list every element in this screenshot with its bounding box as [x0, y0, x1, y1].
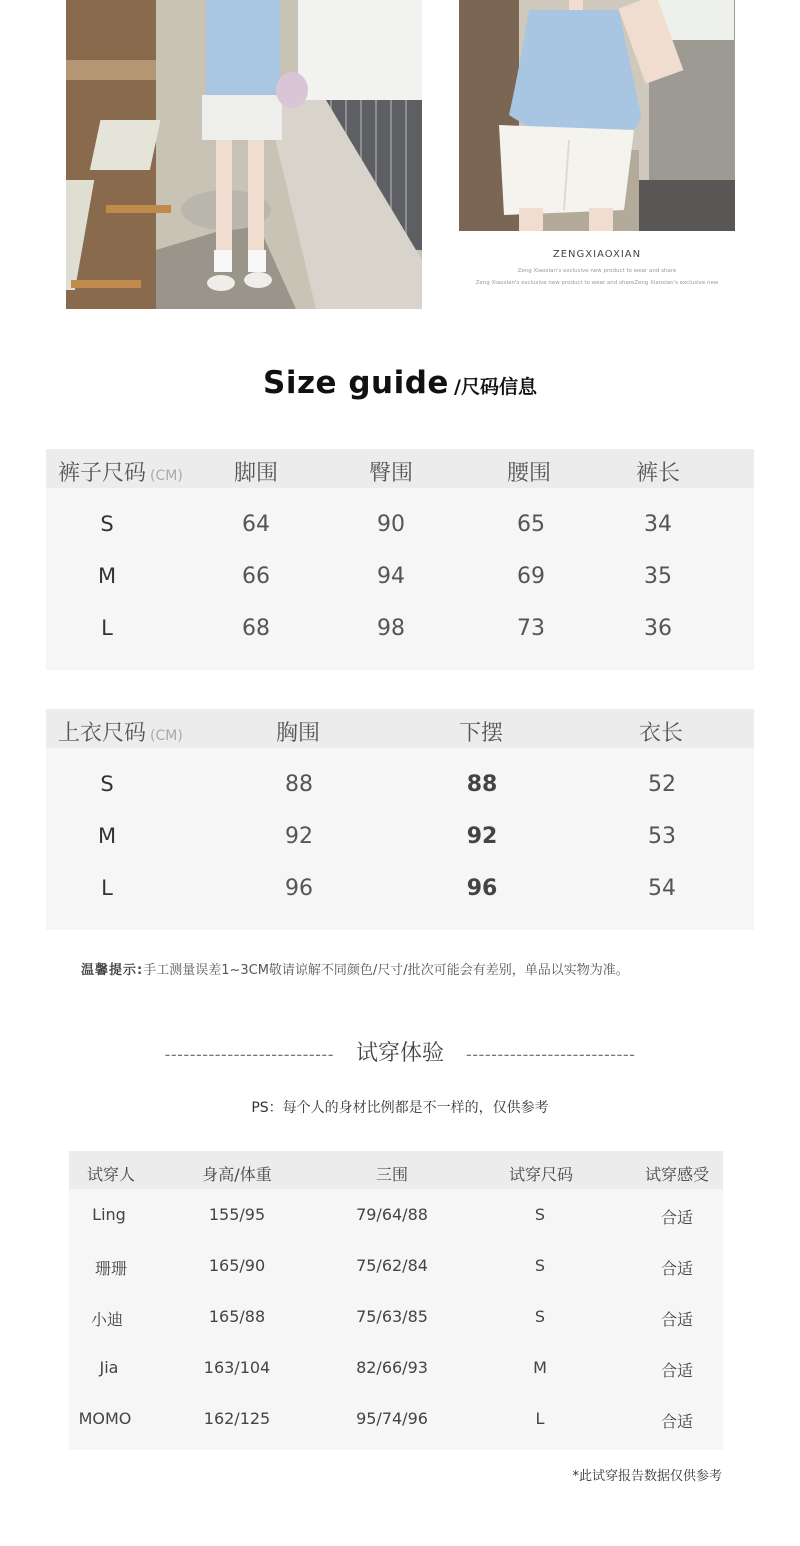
pants-table-title-text: 裤子尺码 [58, 461, 147, 486]
table-cell: 34 [644, 512, 672, 537]
brand-tagline-repeat: Zeng Xiaoxian's exclusive new product to wear and shareZeng Xiaoxian's exclusive new [475, 280, 719, 286]
table-cell: 68 [242, 616, 270, 641]
table-row [46, 758, 754, 810]
table-cell: S [534, 1307, 546, 1326]
heading-divider-right: --------------------------- [466, 1045, 636, 1064]
heading-divider-left: --------------------------- [164, 1045, 334, 1064]
product-photo-right [459, 0, 735, 231]
table-cell: 52 [648, 772, 676, 797]
tryon-table [69, 1151, 723, 1450]
table-cell: 75/63/85 [356, 1307, 428, 1326]
top-table-title-text: 上衣尺码 [58, 721, 147, 746]
table-cell: 82/66/93 [356, 1358, 428, 1377]
table-row [46, 810, 754, 862]
table-cell: 92 [466, 824, 498, 849]
size-guide-heading [0, 365, 800, 401]
tryon-footnote: *此试穿报告数据仅供参考 [572, 1469, 722, 1484]
table-row [69, 1393, 723, 1444]
table-cell: 155/95 [208, 1205, 266, 1224]
table-cell: L [535, 1409, 545, 1428]
size-label: S [100, 512, 114, 536]
table-cell: 75/62/84 [356, 1256, 428, 1275]
table-row [46, 550, 754, 602]
table-cell: 合适 [660, 1310, 694, 1329]
table-row [69, 1189, 723, 1240]
size-label: S [100, 772, 114, 796]
table-cell: 合适 [660, 1259, 694, 1278]
column-header: 脚围 [233, 461, 279, 486]
table-cell: 165/90 [208, 1256, 266, 1275]
size-label: M [97, 824, 117, 848]
table-cell: 98 [377, 616, 405, 641]
column-header: 试穿感受 [644, 1165, 710, 1184]
table-cell: 66 [242, 564, 270, 589]
table-cell: Jia [99, 1358, 119, 1377]
table-cell: S [534, 1256, 546, 1275]
table-cell: 162/125 [203, 1409, 271, 1428]
table-cell: 88 [466, 772, 498, 797]
table-cell: 合适 [660, 1412, 694, 1431]
pants-table-title [58, 456, 183, 487]
pants-size-table [46, 449, 754, 670]
column-header: 身高/体重 [202, 1165, 272, 1184]
table-cell: 珊珊 [94, 1259, 128, 1278]
column-header: 胸围 [275, 721, 321, 746]
table-row [46, 862, 754, 914]
tryon-title: 试穿体验 [355, 1041, 444, 1066]
column-header: 腰围 [506, 461, 552, 486]
table-cell: 90 [377, 512, 405, 537]
table-cell: 95/74/96 [356, 1409, 428, 1428]
table-cell: 79/64/88 [356, 1205, 428, 1224]
column-header: 裤长 [635, 461, 681, 486]
product-photo-left [66, 0, 422, 309]
table-cell: 94 [377, 564, 405, 589]
table-cell: 163/104 [203, 1358, 271, 1377]
table-cell: 96 [466, 876, 498, 901]
notice-text: 手工测量误差1~3CM敬请谅解不同颜色/尺寸/批次可能会有差别，单品以实物为准。 [143, 963, 629, 978]
table-cell: 73 [517, 616, 545, 641]
table-cell: 92 [285, 824, 313, 849]
table-cell: 53 [648, 824, 676, 849]
table-cell: 54 [648, 876, 676, 901]
table-cell: 165/88 [208, 1307, 266, 1326]
table-row [46, 602, 754, 654]
table-cell: MOMO [78, 1409, 132, 1428]
table-cell: 65 [517, 512, 545, 537]
column-header: 三围 [375, 1165, 409, 1184]
table-row [69, 1240, 723, 1291]
table-cell: 88 [285, 772, 313, 797]
table-cell: 合适 [660, 1361, 694, 1380]
column-header: 试穿尺码 [508, 1165, 574, 1184]
column-header: 臀围 [368, 461, 414, 486]
size-label: M [97, 564, 117, 588]
top-table-header [46, 709, 754, 748]
size-label: L [101, 876, 113, 900]
table-cell: Ling [92, 1205, 126, 1224]
top-table-title [58, 716, 183, 747]
brand-title: ZENGXIAOXIAN [552, 249, 642, 260]
brand-tagline: Zeng Xiaoxian's exclusive new product to wear and share [517, 268, 677, 274]
table-cell: 96 [285, 876, 313, 901]
table-cell: M [533, 1358, 547, 1377]
top-table-unit: (CM) [150, 728, 183, 744]
table-cell: 64 [242, 512, 270, 537]
pants-table-header [46, 449, 754, 488]
tryon-heading [0, 1036, 800, 1067]
table-row [69, 1342, 723, 1393]
table-cell: 35 [644, 564, 672, 589]
column-header: 下摆 [458, 721, 504, 746]
column-header: 衣长 [638, 721, 684, 746]
table-cell: S [534, 1205, 546, 1224]
size-guide-title-cn: /尺码信息 [454, 376, 537, 398]
top-size-table [46, 709, 754, 930]
ps-note: PS：每个人的身材比例都是不一样的，仅供参考 [251, 1100, 549, 1116]
size-label: L [101, 616, 113, 640]
table-cell: 小迪 [90, 1310, 124, 1329]
tryon-table-header [69, 1151, 723, 1189]
table-cell: 36 [644, 616, 672, 641]
pants-table-unit: (CM) [150, 468, 183, 484]
table-cell: 合适 [660, 1208, 694, 1227]
table-row [69, 1291, 723, 1342]
table-cell: 69 [517, 564, 545, 589]
size-guide-title-en: Size guide [263, 365, 449, 401]
column-header: 试穿人 [86, 1165, 136, 1184]
table-row [46, 498, 754, 550]
measurement-notice [81, 959, 629, 978]
notice-label: 温馨提示: [81, 963, 144, 978]
